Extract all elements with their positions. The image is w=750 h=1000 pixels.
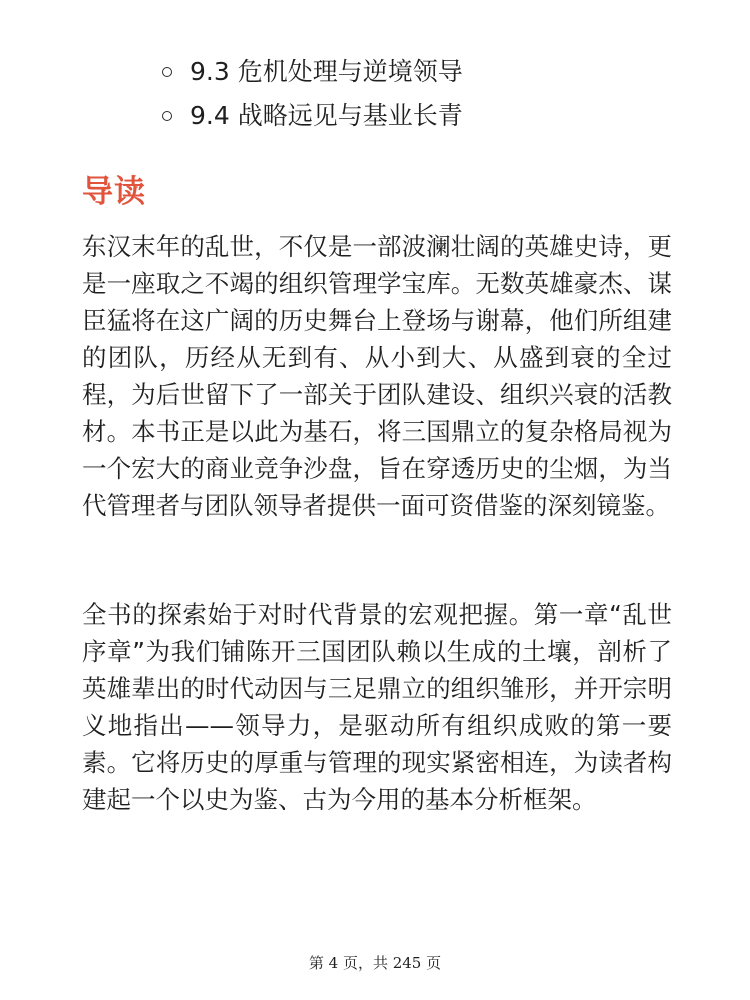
section-title: 导读: [82, 174, 146, 210]
toc-item-label: 9.4 战略远见与基业长青: [190, 101, 463, 130]
toc-sub-list: [160, 52, 463, 140]
page-footer: 第 4 页，共 245 页: [308, 954, 442, 972]
toc-item-9-4[interactable]: [160, 96, 463, 140]
toc-item-label: 9.3 危机处理与逆境领导: [190, 57, 463, 86]
body-paragraph-1: 东汉末年的乱世，不仅是一部波澜壮阔的英雄史诗，更是一座取之不竭的组织管理学宝库。无数英雄豪杰、谋臣猛将在这广阔的历史舞台上登场与谢幕，他们所组建的团队，历经从无到有、从小到大、从盛到衰的全过程，为后世留下了一部关于团队建设、组织兴衰的活教材。本书正是以此为基石，将三国鼎立的复杂格局视为一个宏大的商业竞争沙盘，旨在穿透历史的尘烟，为当代管理者与团队领导者提供一面可资借鉴的深刻镜鉴。: [82, 232, 672, 520]
circle-bullet-icon: [162, 67, 172, 77]
toc-item-9-3[interactable]: [160, 52, 463, 96]
circle-bullet-icon: [162, 111, 172, 121]
body-paragraph-2: 全书的探索始于对时代背景的宏观把握。第一章“乱世序章”为我们铺陈开三国团队赖以生成的土壤，剖析了英雄辈出的时代动因与三足鼎立的组织雏形，并开宗明义地指出——领导力，是驱动所有组织成败的第一要素。它将历史的厚重与管理的现实紧密相连，为读者构建起一个以史为鉴、古为今用的基本分析框架。: [82, 600, 672, 814]
